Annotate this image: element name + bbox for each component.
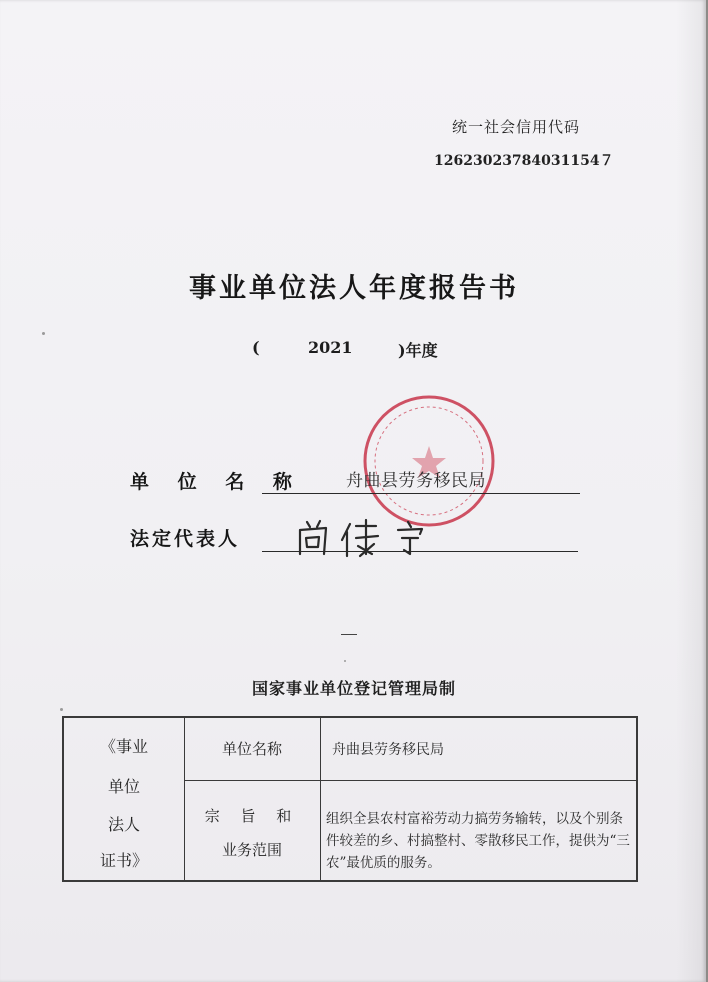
year-open-paren: ( xyxy=(252,338,260,357)
report-year: 2021 xyxy=(308,338,353,357)
unit-name-value: 舟曲县劳务移民局 xyxy=(346,471,486,491)
row-value-scope: 组织全县农村富裕劳动力搞劳务输转，以及个别条件较差的乡、村搞整村、零散移民工作，提供为“三农”最优质的服务。 xyxy=(326,811,630,871)
legal-rep-underline xyxy=(262,551,578,552)
scope-label-line1: 宗 旨 和 xyxy=(204,807,300,825)
official-seal xyxy=(360,392,498,530)
unit-name-label: 单 位 名 称 xyxy=(130,471,303,493)
certificate-title-line: 法人 xyxy=(107,815,140,834)
separator-dash xyxy=(341,634,357,635)
legal-rep-label: 法定代表人 xyxy=(130,528,241,550)
certificate-title-line: 单位 xyxy=(107,777,140,796)
credit-code-value: 12623023784031154７ xyxy=(434,153,614,169)
paper-speck xyxy=(42,332,45,335)
row-divider xyxy=(321,780,636,781)
year-line xyxy=(252,338,462,362)
scope-label-line2: 业务范围 xyxy=(221,841,282,859)
page-edge-shadow xyxy=(676,0,706,982)
credit-code-label: 统一社会信用代码 xyxy=(452,118,581,136)
certificate-title-line: 《事业 xyxy=(99,737,148,756)
paper-speck xyxy=(344,660,346,662)
row-label-scope xyxy=(184,781,321,880)
page-title: 事业单位法人年度报告书 xyxy=(189,273,519,304)
handwritten-signature xyxy=(290,514,460,560)
certificate-title-line: 证书》 xyxy=(99,851,148,870)
unit-name-underline xyxy=(262,493,580,494)
certificate-title-cell xyxy=(64,718,185,880)
certificate-table xyxy=(62,716,638,882)
issuer-text: 国家事业单位登记管理局制 xyxy=(251,679,456,698)
paper-speck xyxy=(60,708,63,711)
row-label-unit-name: 单位名称 xyxy=(184,718,321,781)
year-suffix: )年度 xyxy=(398,341,438,360)
row-value-unit-name: 舟曲县劳务移民局 xyxy=(332,742,444,758)
